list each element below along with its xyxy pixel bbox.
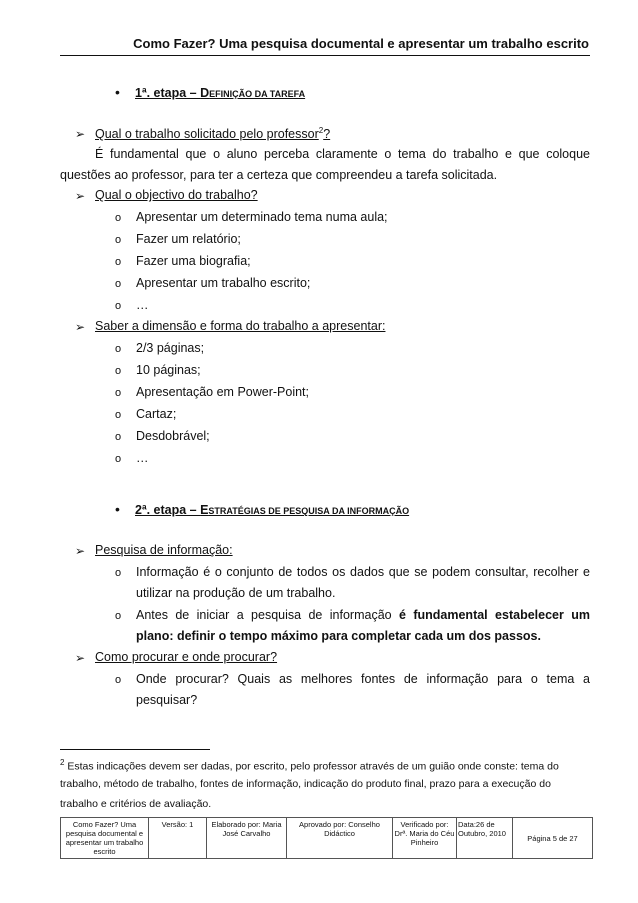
footnote-line1 [60,758,559,773]
arrow-icon: ➢ [75,651,86,665]
page-header: Como Fazer? Uma pesquisa documental e apresentar um trabalho escrito [133,36,589,51]
arrow-icon: ➢ [75,320,86,334]
question-4: Pesquisa de informação: [95,543,233,557]
question-3: Saber a dimensão e forma do trabalho a apresentar: [95,319,386,333]
footer-version: Versão: 1 [149,818,207,859]
footer-table [60,817,593,859]
list-marker: o [115,234,122,246]
format-item: Desdobrável; [136,429,210,443]
footer-row [61,818,593,859]
where-item-line2: pesquisar? [136,693,198,707]
list-marker: o [115,453,122,465]
objective-item: Fazer um relatório; [136,232,241,246]
objective-item: Fazer uma biografia; [136,254,251,268]
format-item: 2/3 páginas; [136,341,205,355]
footnote-text1: Estas indicações devem ser dadas, por escrito, pelo professor através de um guião onde conste: tema do [67,760,559,773]
header-divider [60,55,590,56]
list-marker: o [115,387,122,399]
plan-item-normal: Antes de iniciar a pesquisa de informação [136,608,399,622]
list-marker: o [115,674,122,686]
list-marker: o [115,610,122,622]
list-marker: o [115,409,122,421]
plan-item-bold: é fundamental estabelecer um [399,608,590,622]
list-marker: o [115,431,122,443]
objective-item: … [136,298,149,312]
format-item: … [136,451,149,465]
info-item-line2: utilizar na produção de um trabalho. [136,586,336,600]
list-marker: o [115,256,122,268]
section-2-heading [135,503,409,517]
list-marker: o [115,567,122,579]
section-1-prefix: 1ª. etapa – [135,86,201,100]
section-2-title-first: E [200,503,209,517]
question-1-text: Qual o trabalho solicitado pelo professor [95,127,319,142]
list-marker: o [115,300,122,312]
plan-item-line2: plano: definir o tempo máximo para completar cada um dos passos. [136,629,541,643]
arrow-icon: ➢ [75,544,86,558]
format-item: Apresentação em Power-Point; [136,385,310,399]
footer-doc: Como Fazer? Uma pesquisa documental e apresentar um trabalho escrito [61,818,149,859]
format-item: Cartaz; [136,407,177,421]
format-item: 10 páginas; [136,363,201,377]
footnote-line2: trabalho, método de trabalho, fontes de informação, indicação do produto final, prazo para a execução do [60,778,551,790]
question-5: Como procurar e onde procurar? [95,650,278,664]
question-1-para-line1: É fundamental que o aluno perceba claramente o tema do trabalho e que coloque [95,147,590,161]
footnote-separator [60,749,210,750]
question-1 [95,126,330,141]
footnote-ref: 2 [318,126,324,135]
arrow-icon: ➢ [75,189,86,203]
arrow-icon: ➢ [75,127,86,141]
footer-approved: Aprovado por: Conselho Didáctico [287,818,393,859]
footer-date: Data:26 de Outubro, 2010 [457,818,513,859]
question-1-para-line2: questões ao professor, para ter a certeza que compreendeu a tarefa solicitada. [60,168,498,182]
list-marker: o [115,278,122,290]
section-1-title-first: D [200,86,210,100]
section-1-title-rest: EFINIÇÃO DA TAREFA [209,89,306,99]
objective-item: Apresentar um determinado tema numa aula; [136,210,388,224]
section-2-bullet: • [115,501,120,517]
section-2-title-rest: STRATÉGIAS DE PESQUISA DA INFORMAÇÃO [208,506,410,516]
objective-item: Apresentar um trabalho escrito; [136,276,311,290]
list-marker: o [115,365,122,377]
list-marker: o [115,343,122,355]
question-2: Qual o objectivo do trabalho? [95,188,258,202]
section-2-prefix: 2ª. etapa – [135,503,201,517]
footer-page: Página 5 de 27 [513,818,593,859]
footer-verified: Verificado por: Drª. Maria do Céu Pinheiro [393,818,457,859]
section-1-bullet: • [115,84,120,100]
list-marker: o [115,212,122,224]
section-1-heading [135,86,305,100]
where-item-line1: Onde procurar? Quais as melhores fontes de informação para o tema a [136,672,590,686]
footer-author: Elaborado por: Maria José Carvalho [207,818,287,859]
plan-item-line1 [136,608,590,622]
footnote-number: 2 [60,758,65,767]
info-item-line1: Informação é o conjunto de todos os dados que se podem consultar, recolher e [136,565,590,579]
question-1-end: ? [323,127,331,142]
footnote-line3: trabalho e critérios de avaliação. [60,798,212,810]
